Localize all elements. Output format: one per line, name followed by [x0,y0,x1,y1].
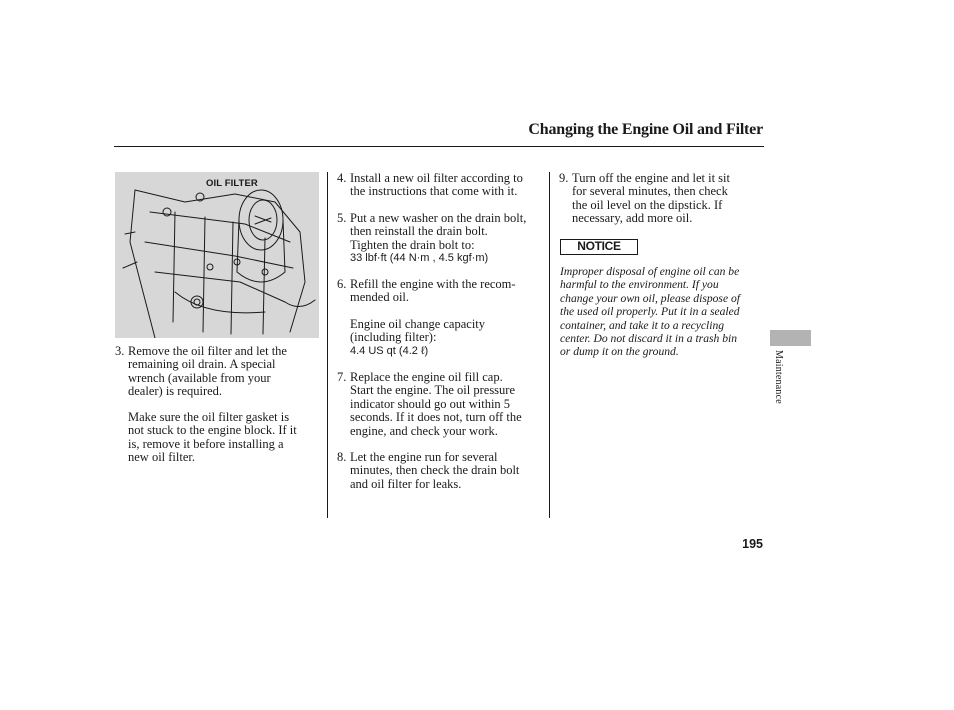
step-line: Engine oil change capacity [350,317,486,331]
notice-badge: NOTICE [560,239,638,255]
step-line: minutes, then check the drain bolt [350,463,520,478]
notice-line: container, and take it to a recycling [560,318,725,332]
step-line: (including filter): [350,330,437,345]
step-line: seconds. If it does not, turn off the [350,410,522,425]
step-line: then reinstall the drain bolt. [350,224,488,239]
step-line: wrench (available from your [128,370,271,385]
step-line: Refill the engine with the recom- [350,277,516,291]
step-number: 5. [337,211,347,225]
column-divider [549,172,550,518]
step-number: 6. [337,277,347,291]
notice-line: Improper disposal of engine oil can be [560,265,740,278]
notice-text [560,265,740,359]
notice-line: center. Do not discard it in a trash bin [560,332,738,346]
notice-line: change your own oil, please dispose of [560,291,741,305]
step-line: is, remove it before installing a [128,436,284,451]
step-line: and oil filter for leaks. [350,476,462,491]
step-line: Remove the oil filter and let the [128,344,287,358]
step-number: 8. [337,450,347,464]
step-line: remaining oil drain. A special [128,357,276,372]
notice-line: harmful to the environment. If you [560,278,719,292]
step-line: the oil level on the dipstick. If [572,197,723,212]
notice-line: the used oil properly. Put it in a sealed [560,305,740,319]
step-line: Start the engine. The oil pressure [350,383,516,398]
notice-line: or dump it on the ground. [560,345,679,359]
step-line: necessary, add more oil. [572,211,693,226]
step-line: Make sure the oil filter gasket is [128,410,290,424]
page-title: Changing the Engine Oil and Filter [528,121,763,138]
step-line: Put a new washer on the drain bolt, [350,211,527,225]
torque-spec: 33 lbf·ft (44 N·m , 4.5 kgf·m) [350,252,489,265]
step-line: mended oil. [350,290,410,305]
step-line: engine, and check your work. [350,423,498,438]
capacity-spec: 4.4 US qt (4.2 ℓ) [350,344,429,357]
step-line: Tighten the drain bolt to: [350,237,475,252]
step-line: Install a new oil filter according to [350,171,523,185]
section-label: Maintenance [773,350,784,404]
step-number: 7. [337,370,347,384]
step-number: 4. [337,171,347,185]
step-line: the instructions that come with it. [350,184,518,199]
step-number: 9. [559,171,569,185]
step-line: new oil filter. [128,450,195,465]
page-number: 195 [742,537,763,551]
oil-filter-illustration [115,172,319,338]
step-line: indicator should go out within 5 [350,396,511,411]
section-tab-marker [770,330,811,346]
step-line: for several minutes, then check [572,184,728,199]
step-line: dealer) is required. [128,384,223,399]
step-line: Let the engine run for several [350,450,498,464]
step-line: not stuck to the engine block. If it [128,423,297,438]
column-divider [327,172,328,518]
engine-drawing-icon [115,172,319,338]
step-number: 3. [115,344,125,358]
title-rule [114,146,764,147]
step-line: Replace the engine oil fill cap. [350,370,503,384]
figure-label: OIL FILTER [206,178,258,189]
step-line: Turn off the engine and let it sit [572,171,730,185]
